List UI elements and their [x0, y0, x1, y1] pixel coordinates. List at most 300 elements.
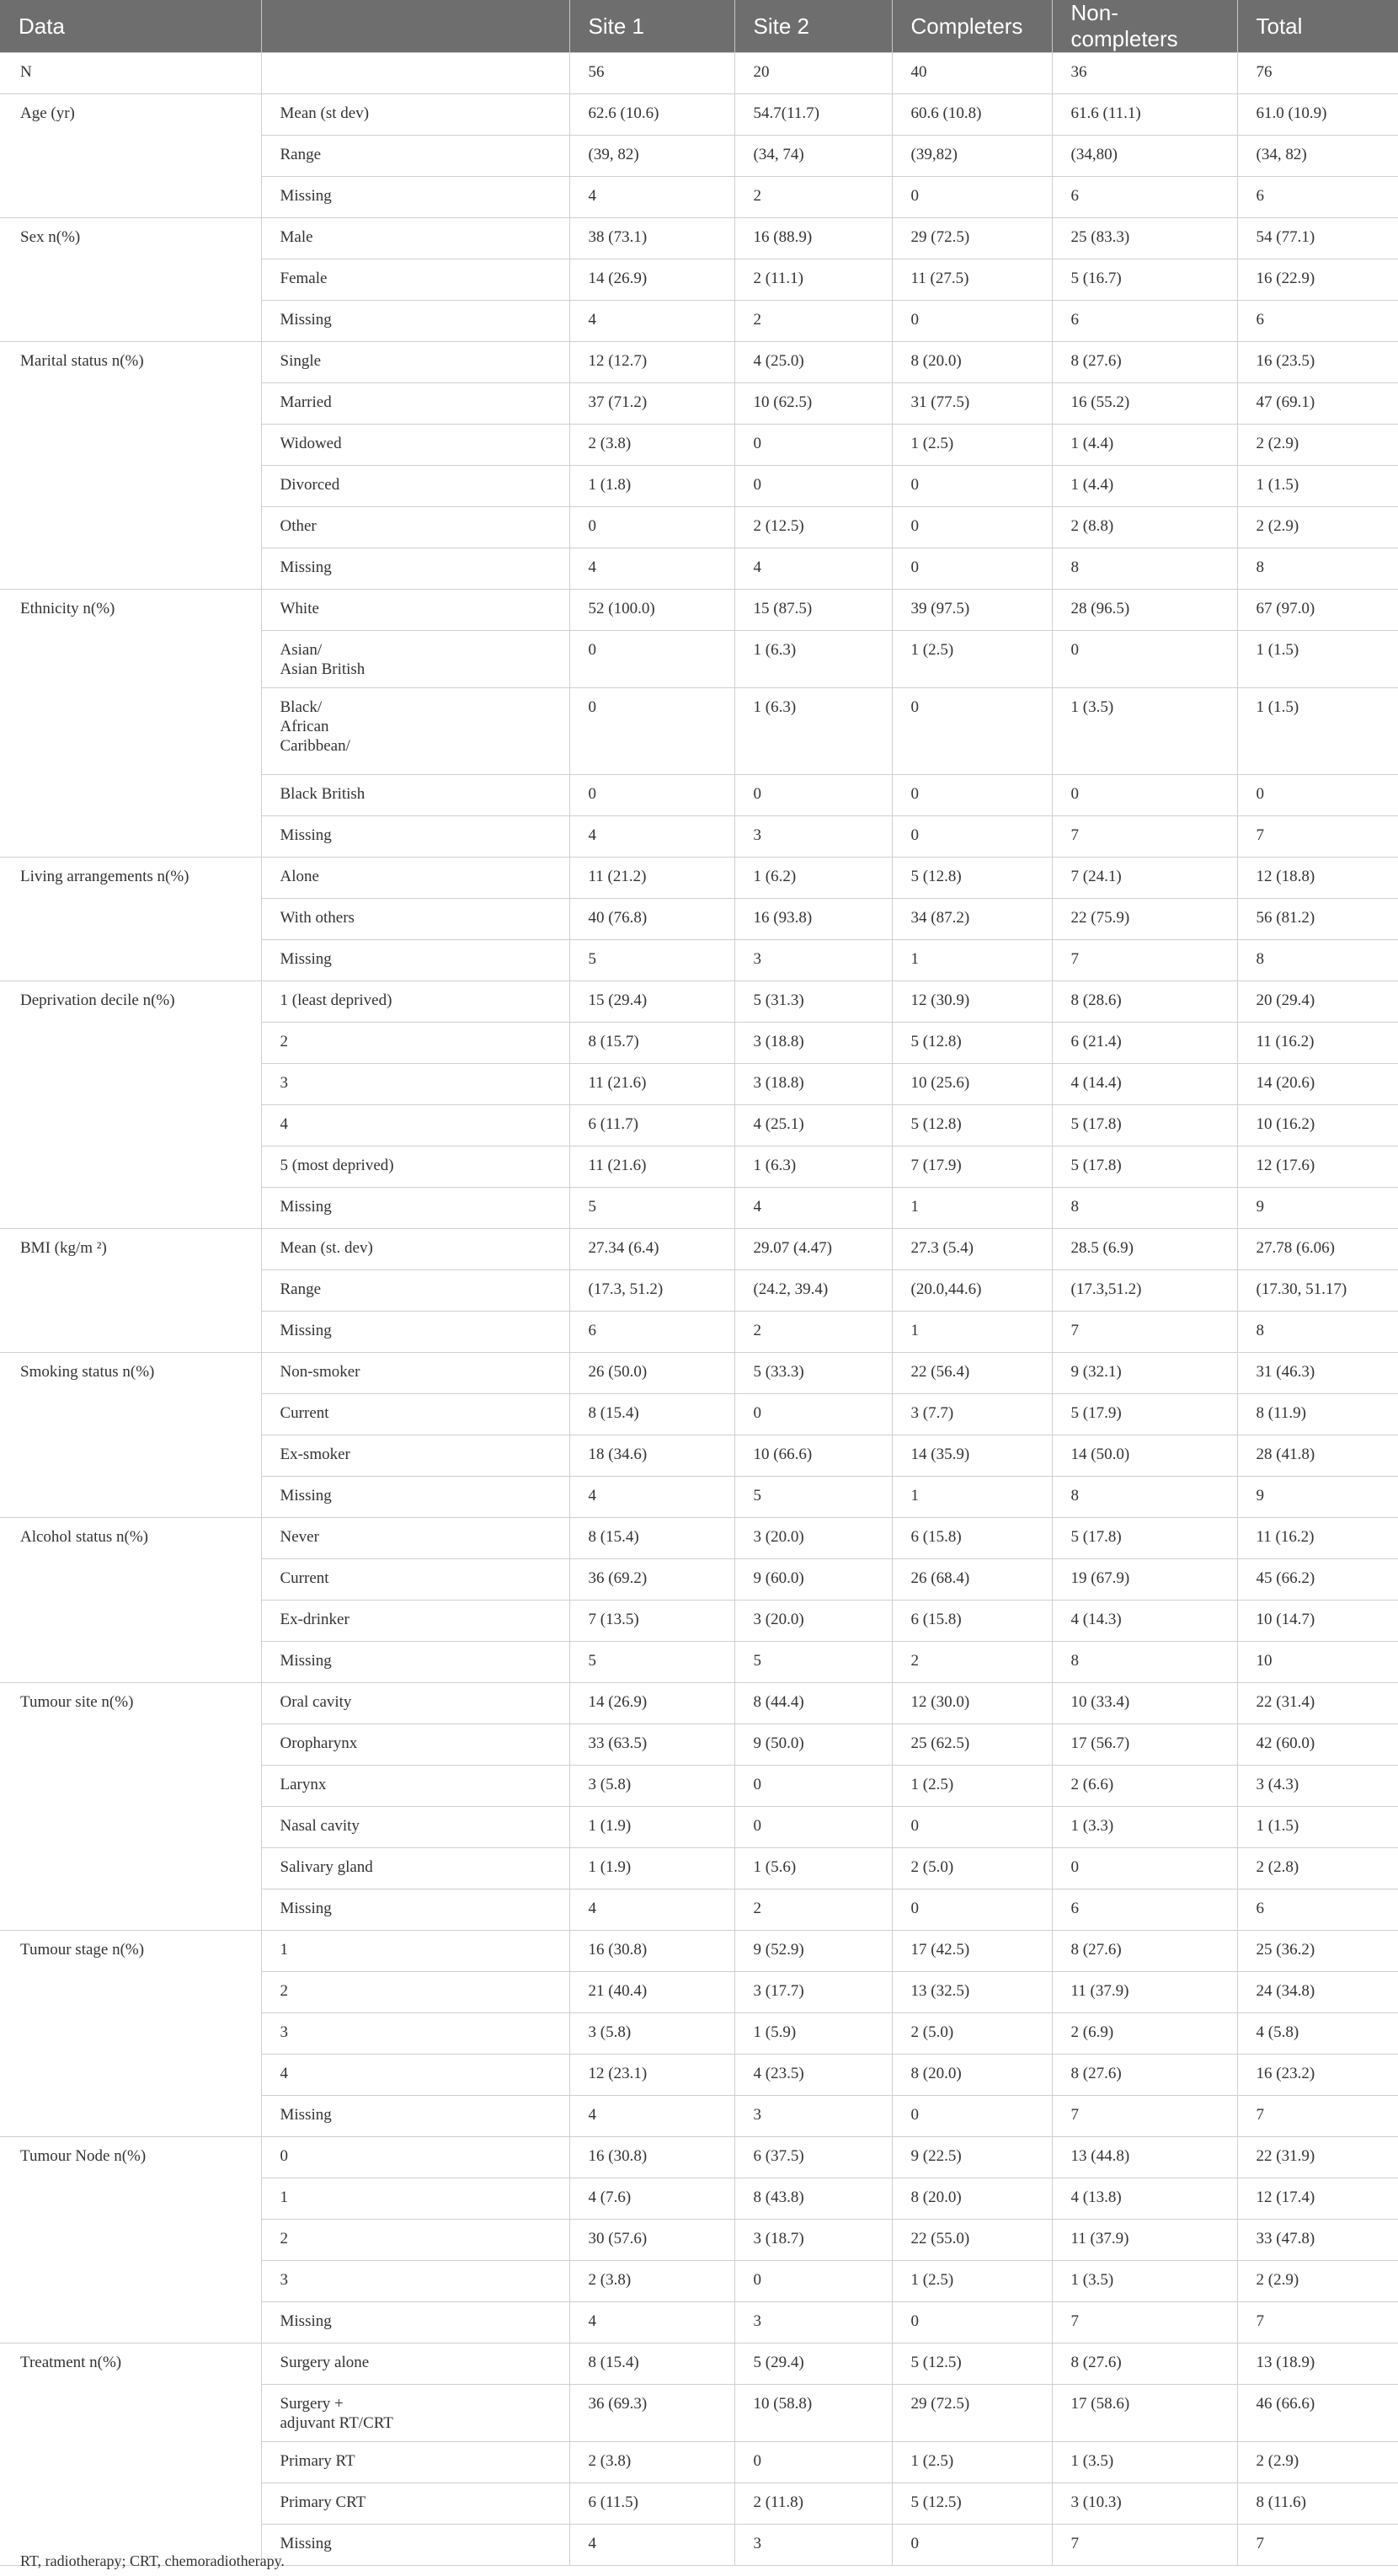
cell-site-2: 5 (29.4): [734, 2344, 892, 2385]
cell-total: 27.78 (6.06): [1237, 1229, 1398, 1270]
cell-site-2: 1 (6.3): [734, 631, 892, 688]
cell-site-2: 8 (44.4): [734, 1683, 892, 1724]
cell-completers: 1 (2.5): [892, 2442, 1052, 2483]
cell-non-completers: 1 (4.4): [1052, 425, 1237, 466]
cell-site-2: 3 (18.7): [734, 2220, 892, 2261]
cell-total: 16 (22.9): [1237, 259, 1398, 301]
cell-completers: 1 (2.5): [892, 2261, 1052, 2302]
cell-site-1: 0: [569, 688, 734, 775]
cell-site-2: 1 (6.2): [734, 858, 892, 899]
cell-subcategory: Ex-drinker: [261, 1601, 569, 1642]
cell-site-1: 4: [569, 2096, 734, 2137]
table-row: [0, 1518, 1398, 1559]
cell-non-completers: 1 (3.5): [1052, 2442, 1237, 2483]
cell-completers: 0: [892, 2302, 1052, 2344]
cell-total: 31 (46.3): [1237, 1353, 1398, 1394]
cell-subcategory: Missing: [261, 548, 569, 590]
cell-completers: 22 (56.4): [892, 1353, 1052, 1394]
cell-total: 42 (60.0): [1237, 1724, 1398, 1766]
cell-completers: 7 (17.9): [892, 1146, 1052, 1188]
cell-total: 46 (66.6): [1237, 2385, 1398, 2442]
cell-site-2: 5 (33.3): [734, 1353, 892, 1394]
cell-completers: 5 (12.5): [892, 2344, 1052, 2385]
cell-site-2: 2 (12.5): [734, 507, 892, 548]
cell-total: 10 (16.2): [1237, 1105, 1398, 1146]
cell-site-2: 4: [734, 1188, 892, 1229]
cell-subcategory: White: [261, 590, 569, 631]
cell-subcategory: Alone: [261, 858, 569, 899]
header-total: Total: [1237, 0, 1398, 53]
cell-non-completers: 8: [1052, 1477, 1237, 1518]
cell-non-completers: 6 (21.4): [1052, 1023, 1237, 1064]
cell-site-2: 1 (6.3): [734, 688, 892, 775]
cell-non-completers: 2 (8.8): [1052, 507, 1237, 548]
cell-site-1: 2 (3.8): [569, 2261, 734, 2302]
cell-subcategory: Primary CRT: [261, 2483, 569, 2525]
cell-site-2: 16 (93.8): [734, 899, 892, 940]
cell-subcategory: Missing: [261, 1477, 569, 1518]
cell-site-2: 15 (87.5): [734, 590, 892, 631]
cell-non-completers: 5 (16.7): [1052, 259, 1237, 301]
table-body: [0, 53, 1398, 2566]
cell-site-2: 6 (37.5): [734, 2137, 892, 2178]
cell-site-2: 1 (6.3): [734, 1146, 892, 1188]
cell-site-2: 54.7(11.7): [734, 94, 892, 136]
cell-completers: 26 (68.4): [892, 1559, 1052, 1601]
cell-site-2: 29.07 (4.47): [734, 1229, 892, 1270]
cell-completers: 2 (5.0): [892, 2013, 1052, 2055]
cell-site-2: 1 (5.9): [734, 2013, 892, 2055]
cell-subcategory: 5 (most deprived): [261, 1146, 569, 1188]
table-row: [0, 218, 1398, 259]
cell-site-2: 0: [734, 1394, 892, 1435]
cell-total: 28 (41.8): [1237, 1435, 1398, 1477]
cell-site-2: 4: [734, 548, 892, 590]
table-row: [0, 2344, 1398, 2385]
cell-site-2: 2: [734, 1889, 892, 1931]
cell-site-1: 6 (11.7): [569, 1105, 734, 1146]
cell-subcategory: 4: [261, 2055, 569, 2096]
cell-site-1: 2 (3.8): [569, 2442, 734, 2483]
cell-non-completers: 8: [1052, 1642, 1237, 1683]
cell-non-completers: 28 (96.5): [1052, 590, 1237, 631]
cell-site-2: 0: [734, 1766, 892, 1807]
cell-completers: 6 (15.8): [892, 1601, 1052, 1642]
cell-completers: 34 (87.2): [892, 899, 1052, 940]
cell-total: 54 (77.1): [1237, 218, 1398, 259]
cell-subcategory: 3: [261, 2261, 569, 2302]
cell-site-1: 30 (57.6): [569, 2220, 734, 2261]
cell-total: 12 (17.6): [1237, 1146, 1398, 1188]
cell-completers: 8 (20.0): [892, 2055, 1052, 2096]
cell-site-2: 3: [734, 2096, 892, 2137]
cell-completers: 1 (2.5): [892, 631, 1052, 688]
row-group-label: Age (yr): [0, 94, 261, 218]
cell-non-completers: 36: [1052, 53, 1237, 94]
cell-completers: 1 (2.5): [892, 425, 1052, 466]
cell-site-1: 12 (23.1): [569, 2055, 734, 2096]
header-site-2: Site 2: [734, 0, 892, 53]
cell-total: 6: [1237, 1889, 1398, 1931]
cell-subcategory: Oropharynx: [261, 1724, 569, 1766]
cell-non-completers: 1 (3.5): [1052, 688, 1237, 775]
cell-site-1: 1 (1.9): [569, 1848, 734, 1889]
cell-site-1: 14 (26.9): [569, 1683, 734, 1724]
cell-subcategory: Salivary gland: [261, 1848, 569, 1889]
cell-non-completers: 5 (17.8): [1052, 1518, 1237, 1559]
cell-site-2: 3 (20.0): [734, 1601, 892, 1642]
cell-total: 8: [1237, 548, 1398, 590]
cell-completers: 22 (55.0): [892, 2220, 1052, 2261]
table-row: [0, 342, 1398, 383]
cell-site-1: 4: [569, 1889, 734, 1931]
row-group-label: Ethnicity n(%): [0, 590, 261, 858]
cell-total: (17.30, 51.17): [1237, 1270, 1398, 1312]
row-group-label: BMI (kg/m ²): [0, 1229, 261, 1353]
cell-total: 8 (11.6): [1237, 2483, 1398, 2525]
cell-subcategory: Missing: [261, 2302, 569, 2344]
cell-total: 20 (29.4): [1237, 981, 1398, 1023]
cell-non-completers: (17.3,51.2): [1052, 1270, 1237, 1312]
cell-subcategory: With others: [261, 899, 569, 940]
cell-total: 61.0 (10.9): [1237, 94, 1398, 136]
cell-total: 2 (2.8): [1237, 1848, 1398, 1889]
row-group-label: Sex n(%): [0, 218, 261, 342]
cell-site-2: 3 (18.8): [734, 1023, 892, 1064]
cell-site-1: 36 (69.2): [569, 1559, 734, 1601]
cell-subcategory: 3: [261, 2013, 569, 2055]
cell-completers: 10 (25.6): [892, 1064, 1052, 1105]
cell-site-1: 6 (11.5): [569, 2483, 734, 2525]
cell-subcategory: 0: [261, 2137, 569, 2178]
cell-non-completers: 8: [1052, 1188, 1237, 1229]
row-group-label: Smoking status n(%): [0, 1353, 261, 1518]
cell-site-2: 20: [734, 53, 892, 94]
cell-site-1: 1 (1.9): [569, 1807, 734, 1848]
cell-site-1: 4 (7.6): [569, 2178, 734, 2220]
cell-non-completers: 16 (55.2): [1052, 383, 1237, 425]
cell-total: 2 (2.9): [1237, 425, 1398, 466]
cell-site-2: 0: [734, 1807, 892, 1848]
cell-site-1: 0: [569, 507, 734, 548]
cell-site-1: 7 (13.5): [569, 1601, 734, 1642]
row-group-label: Treatment n(%): [0, 2344, 261, 2566]
cell-completers: 11 (27.5): [892, 259, 1052, 301]
cell-site-2: 5: [734, 1477, 892, 1518]
cell-total: 8 (11.9): [1237, 1394, 1398, 1435]
cell-non-completers: 25 (83.3): [1052, 218, 1237, 259]
cell-total: 7: [1237, 2096, 1398, 2137]
cell-site-2: 0: [734, 775, 892, 816]
table-row: [0, 858, 1398, 899]
cell-subcategory: 2: [261, 1023, 569, 1064]
cell-site-1: 37 (71.2): [569, 383, 734, 425]
cell-total: 14 (20.6): [1237, 1064, 1398, 1105]
cell-subcategory: Widowed: [261, 425, 569, 466]
table-row: [0, 1931, 1398, 1972]
cell-site-1: 26 (50.0): [569, 1353, 734, 1394]
cell-subcategory: Male: [261, 218, 569, 259]
cell-total: 2 (2.9): [1237, 2442, 1398, 2483]
cell-site-2: 8 (43.8): [734, 2178, 892, 2220]
cell-non-completers: 8: [1052, 548, 1237, 590]
cell-completers: 8 (20.0): [892, 2178, 1052, 2220]
cell-subcategory: Asian/ Asian British: [261, 631, 569, 688]
cell-subcategory: Mean (st dev): [261, 94, 569, 136]
cell-subcategory: Missing: [261, 2096, 569, 2137]
cell-completers: 5 (12.5): [892, 2483, 1052, 2525]
cell-subcategory: Black British: [261, 775, 569, 816]
cell-completers: 0: [892, 507, 1052, 548]
cell-completers: 6 (15.8): [892, 1518, 1052, 1559]
header-non-completers: Non-completers: [1052, 0, 1237, 53]
cell-site-2: 0: [734, 425, 892, 466]
table-header-row: [0, 0, 1398, 53]
cell-site-1: 8 (15.7): [569, 1023, 734, 1064]
cell-site-1: 8 (15.4): [569, 1518, 734, 1559]
cell-site-1: 3 (5.8): [569, 1766, 734, 1807]
cell-site-2: 1 (5.6): [734, 1848, 892, 1889]
cell-subcategory: Ex-smoker: [261, 1435, 569, 1477]
cell-site-1: 4: [569, 2302, 734, 2344]
cell-subcategory: Surgery alone: [261, 2344, 569, 2385]
cell-completers: 2: [892, 1642, 1052, 1683]
cell-total: 1 (1.5): [1237, 688, 1398, 775]
cell-site-2: 3 (18.8): [734, 1064, 892, 1105]
cell-site-1: 52 (100.0): [569, 590, 734, 631]
table-row: [0, 590, 1398, 631]
cell-total: (34, 82): [1237, 136, 1398, 177]
cell-non-completers: 4 (14.3): [1052, 1601, 1237, 1642]
cell-site-1: 12 (12.7): [569, 342, 734, 383]
cell-total: 3 (4.3): [1237, 1766, 1398, 1807]
cell-site-1: 11 (21.6): [569, 1064, 734, 1105]
cell-non-completers: 7: [1052, 940, 1237, 981]
table-row: [0, 1229, 1398, 1270]
cell-completers: 0: [892, 2096, 1052, 2137]
cell-completers: 5 (12.8): [892, 858, 1052, 899]
cell-subcategory: 1 (least deprived): [261, 981, 569, 1023]
cell-subcategory: Missing: [261, 1889, 569, 1931]
cell-total: 7: [1237, 816, 1398, 858]
cell-site-1: 4: [569, 177, 734, 218]
row-group-label: Alcohol status n(%): [0, 1518, 261, 1683]
cell-non-completers: 14 (50.0): [1052, 1435, 1237, 1477]
cell-non-completers: 4 (14.4): [1052, 1064, 1237, 1105]
cell-site-1: 21 (40.4): [569, 1972, 734, 2013]
cell-non-completers: 8 (27.6): [1052, 2055, 1237, 2096]
row-group-label: Deprivation decile n(%): [0, 981, 261, 1229]
cell-non-completers: 6: [1052, 177, 1237, 218]
cell-site-2: 16 (88.9): [734, 218, 892, 259]
cell-completers: 1: [892, 1312, 1052, 1353]
cell-site-1: (39, 82): [569, 136, 734, 177]
cell-non-completers: 1 (3.5): [1052, 2261, 1237, 2302]
cell-non-completers: 0: [1052, 1848, 1237, 1889]
cell-site-1: 18 (34.6): [569, 1435, 734, 1477]
cell-non-completers: 6: [1052, 301, 1237, 342]
cell-non-completers: 5 (17.9): [1052, 1394, 1237, 1435]
cell-completers: (39,82): [892, 136, 1052, 177]
cell-subcategory: Range: [261, 136, 569, 177]
cell-completers: (20.0,44.6): [892, 1270, 1052, 1312]
cell-subcategory: Missing: [261, 1312, 569, 1353]
cell-completers: 60.6 (10.8): [892, 94, 1052, 136]
cell-subcategory: Non-smoker: [261, 1353, 569, 1394]
cell-completers: 0: [892, 816, 1052, 858]
cell-non-completers: 5 (17.8): [1052, 1146, 1237, 1188]
table-row: [0, 53, 1398, 94]
cell-site-2: 3 (20.0): [734, 1518, 892, 1559]
cell-subcategory: Married: [261, 383, 569, 425]
cell-non-completers: 11 (37.9): [1052, 1972, 1237, 2013]
cell-subcategory: Missing: [261, 1642, 569, 1683]
cell-subcategory: Missing: [261, 1188, 569, 1229]
cell-subcategory: 4: [261, 1105, 569, 1146]
cell-total: 4 (5.8): [1237, 2013, 1398, 2055]
cell-site-2: 2 (11.1): [734, 259, 892, 301]
cell-total: 9: [1237, 1188, 1398, 1229]
cell-completers: 9 (22.5): [892, 2137, 1052, 2178]
cell-site-1: 0: [569, 775, 734, 816]
cell-completers: 12 (30.0): [892, 1683, 1052, 1724]
cell-non-completers: (34,80): [1052, 136, 1237, 177]
row-group-label: Marital status n(%): [0, 342, 261, 590]
cell-completers: 12 (30.9): [892, 981, 1052, 1023]
cell-site-1: 33 (63.5): [569, 1724, 734, 1766]
cell-total: 16 (23.5): [1237, 342, 1398, 383]
cell-site-2: (24.2, 39.4): [734, 1270, 892, 1312]
header-completers: Completers: [892, 0, 1052, 53]
cell-site-2: 9 (50.0): [734, 1724, 892, 1766]
cell-total: 12 (17.4): [1237, 2178, 1398, 2220]
cell-completers: 1: [892, 1477, 1052, 1518]
table-row: [0, 1683, 1398, 1724]
cell-non-completers: 0: [1052, 631, 1237, 688]
cell-site-2: 3: [734, 2302, 892, 2344]
cell-site-1: 15 (29.4): [569, 981, 734, 1023]
cell-site-1: 4: [569, 301, 734, 342]
cell-site-1: 16 (30.8): [569, 1931, 734, 1972]
cell-non-completers: 2 (6.9): [1052, 2013, 1237, 2055]
cell-site-1: 8 (15.4): [569, 2344, 734, 2385]
cell-site-2: 2 (11.8): [734, 2483, 892, 2525]
cell-non-completers: 5 (17.8): [1052, 1105, 1237, 1146]
cell-total: 16 (23.2): [1237, 2055, 1398, 2096]
cell-subcategory: Oral cavity: [261, 1683, 569, 1724]
cell-subcategory: 2: [261, 1972, 569, 2013]
table-row: [0, 981, 1398, 1023]
row-group-label: Tumour stage n(%): [0, 1931, 261, 2137]
cell-site-2: 5: [734, 1642, 892, 1683]
cell-total: 7: [1237, 2302, 1398, 2344]
cell-site-1: 11 (21.6): [569, 1146, 734, 1188]
cell-completers: 8 (20.0): [892, 342, 1052, 383]
cell-non-completers: 4 (13.8): [1052, 2178, 1237, 2220]
cell-non-completers: 8 (27.6): [1052, 2344, 1237, 2385]
cell-total: 10 (14.7): [1237, 1601, 1398, 1642]
cell-total: 8: [1237, 940, 1398, 981]
cell-non-completers: 8 (27.6): [1052, 342, 1237, 383]
cell-site-2: 4 (23.5): [734, 2055, 892, 2096]
cell-subcategory: Black/ African Caribbean/: [261, 688, 569, 775]
cell-subcategory: [261, 53, 569, 94]
cell-total: 6: [1237, 177, 1398, 218]
cell-site-1: 4: [569, 548, 734, 590]
cell-non-completers: 17 (58.6): [1052, 2385, 1237, 2442]
cell-site-2: 4 (25.1): [734, 1105, 892, 1146]
cell-non-completers: 13 (44.8): [1052, 2137, 1237, 2178]
cell-completers: 40: [892, 53, 1052, 94]
cell-completers: 31 (77.5): [892, 383, 1052, 425]
cell-site-1: 14 (26.9): [569, 259, 734, 301]
cell-total: 56 (81.2): [1237, 899, 1398, 940]
cell-site-2: 0: [734, 2442, 892, 2483]
cell-completers: 1 (2.5): [892, 1766, 1052, 1807]
cell-total: 13 (18.9): [1237, 2344, 1398, 2385]
row-group-label: Tumour Node n(%): [0, 2137, 261, 2344]
cell-completers: 2 (5.0): [892, 1848, 1052, 1889]
cell-completers: 29 (72.5): [892, 218, 1052, 259]
cell-non-completers: 1 (3.3): [1052, 1807, 1237, 1848]
cell-completers: 39 (97.5): [892, 590, 1052, 631]
cell-non-completers: 7: [1052, 2302, 1237, 2344]
cell-site-1: 8 (15.4): [569, 1394, 734, 1435]
cell-subcategory: 1: [261, 1931, 569, 1972]
cell-site-2: 2: [734, 1312, 892, 1353]
cell-subcategory: Larynx: [261, 1766, 569, 1807]
cell-site-1: 38 (73.1): [569, 218, 734, 259]
cell-site-1: 5: [569, 1642, 734, 1683]
cell-subcategory: Nasal cavity: [261, 1807, 569, 1848]
cell-total: 2 (2.9): [1237, 507, 1398, 548]
cell-site-2: 10 (66.6): [734, 1435, 892, 1477]
cell-non-completers: 7: [1052, 816, 1237, 858]
cell-total: 2 (2.9): [1237, 2261, 1398, 2302]
cell-subcategory: 3: [261, 1064, 569, 1105]
cell-site-1: 36 (69.3): [569, 2385, 734, 2442]
table-row: [0, 1353, 1398, 1394]
cell-site-1: 2 (3.8): [569, 425, 734, 466]
cell-subcategory: Divorced: [261, 466, 569, 507]
cell-non-completers: 1 (4.4): [1052, 466, 1237, 507]
cell-total: 1 (1.5): [1237, 466, 1398, 507]
cell-subcategory: Current: [261, 1394, 569, 1435]
cell-total: 33 (47.8): [1237, 2220, 1398, 2261]
cell-completers: 0: [892, 1889, 1052, 1931]
cell-site-1: (17.3, 51.2): [569, 1270, 734, 1312]
cell-site-2: 10 (58.8): [734, 2385, 892, 2442]
table-row: [0, 94, 1398, 136]
cell-site-1: 4: [569, 2525, 734, 2566]
cell-completers: 0: [892, 1807, 1052, 1848]
cell-non-completers: 7: [1052, 2096, 1237, 2137]
cell-non-completers: 7: [1052, 1312, 1237, 1353]
cell-site-2: 0: [734, 2261, 892, 2302]
cell-site-2: 2: [734, 177, 892, 218]
cell-completers: 25 (62.5): [892, 1724, 1052, 1766]
cell-completers: 17 (42.5): [892, 1931, 1052, 1972]
cell-total: 10: [1237, 1642, 1398, 1683]
cell-completers: 5 (12.8): [892, 1105, 1052, 1146]
cell-total: 76: [1237, 53, 1398, 94]
cell-site-1: 1 (1.8): [569, 466, 734, 507]
cell-site-1: 6: [569, 1312, 734, 1353]
cell-site-2: 3: [734, 940, 892, 981]
header-site-1: Site 1: [569, 0, 734, 53]
cell-non-completers: 7: [1052, 2525, 1237, 2566]
cell-subcategory: Mean (st. dev): [261, 1229, 569, 1270]
